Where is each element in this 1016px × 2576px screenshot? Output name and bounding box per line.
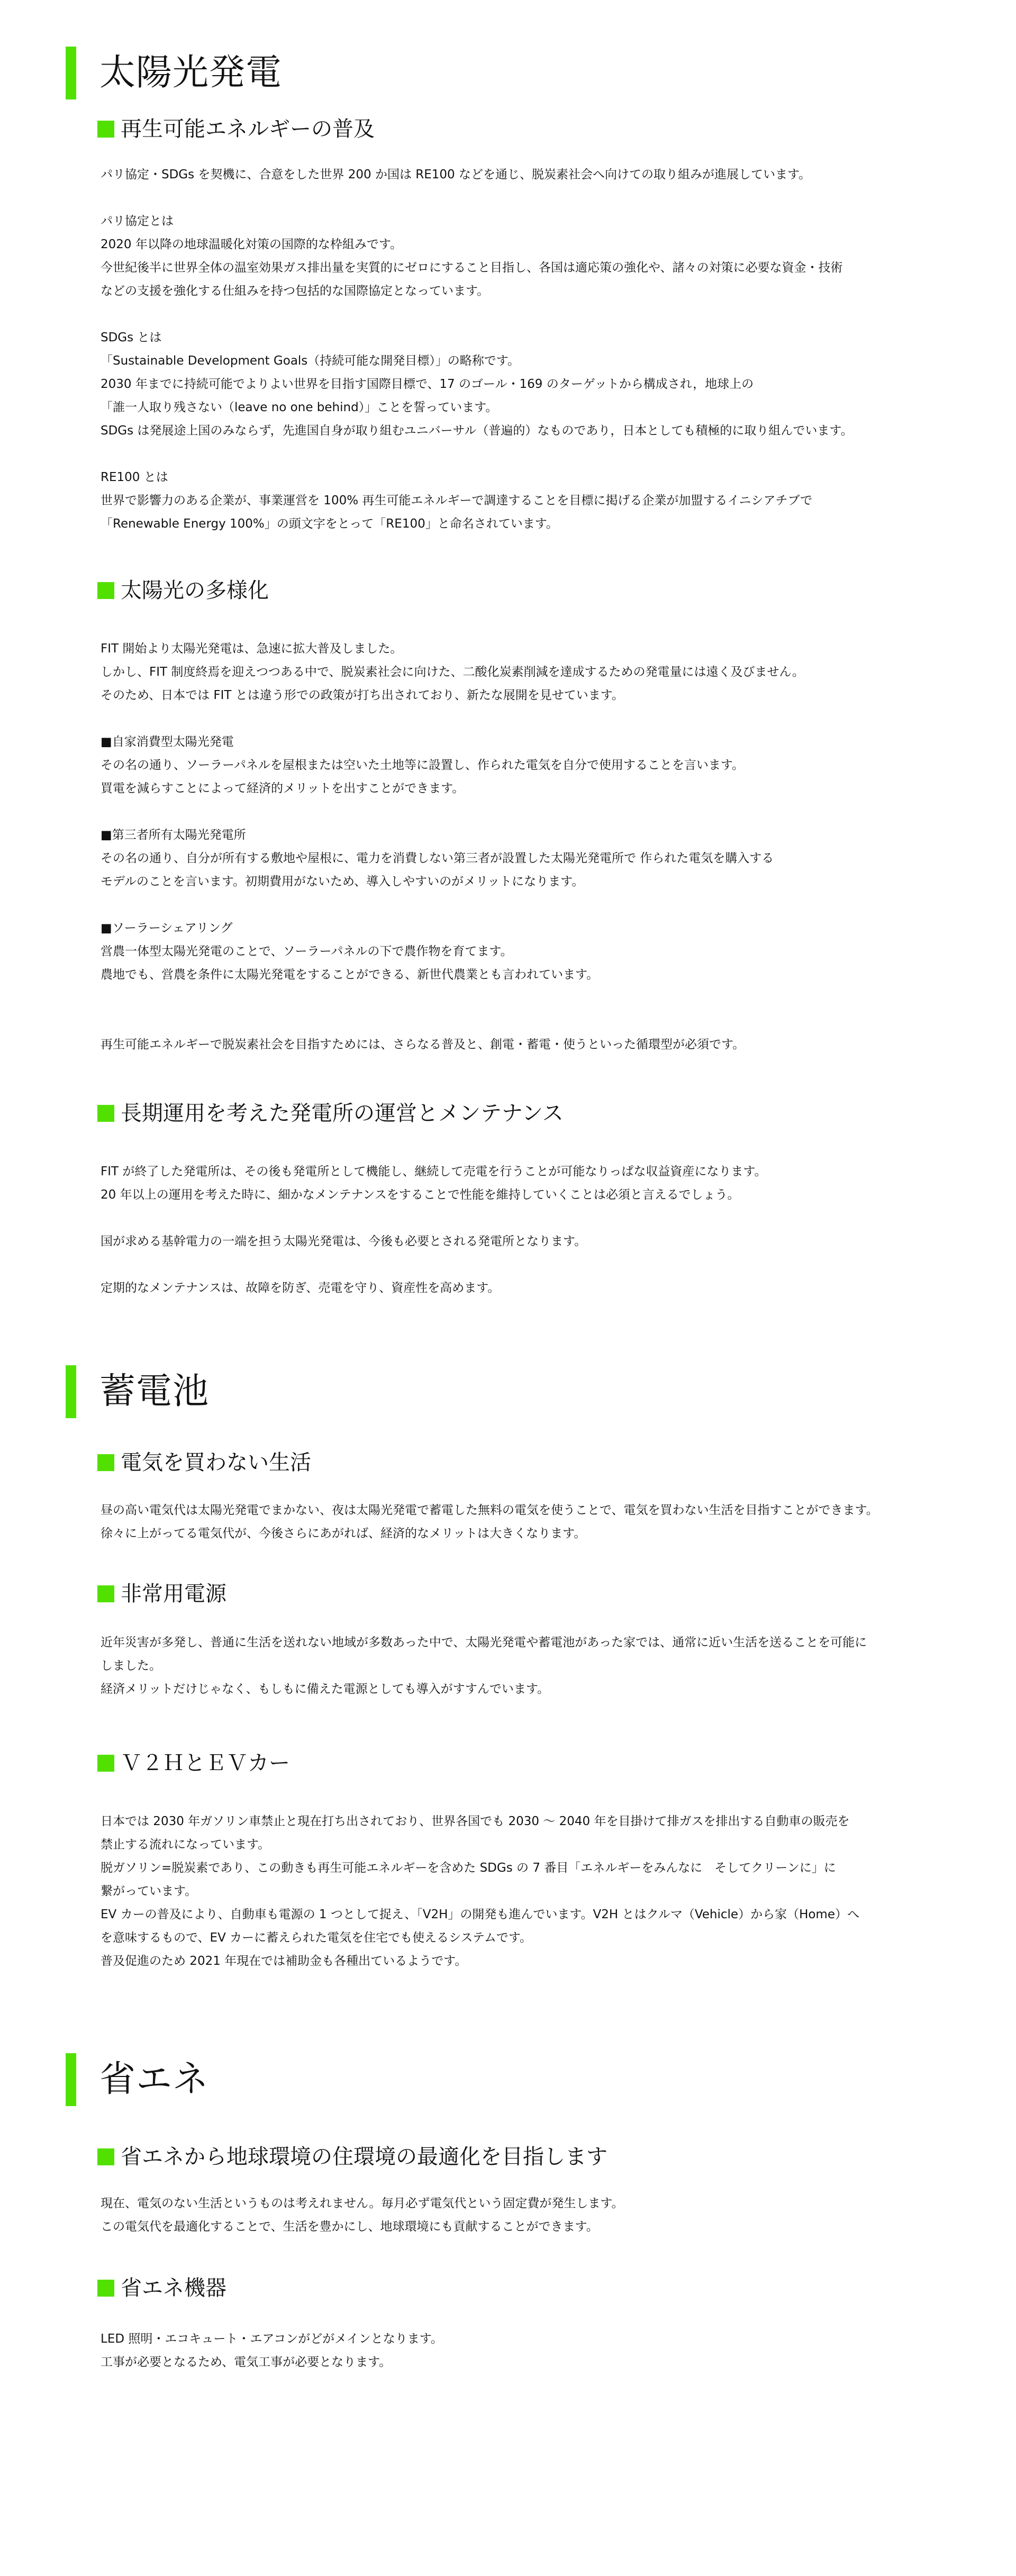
subheading-v2h-ev: [97, 1753, 290, 1774]
section-heading-energy-saving: [66, 2053, 209, 2106]
heading-accent-bar: [66, 1365, 76, 1418]
subheading-marker: [97, 1585, 114, 1602]
subheading-no-buy-electricity: [97, 1452, 311, 1473]
subheading-title: 太陽光の多様化: [121, 578, 269, 603]
subheading-title: 省エネ機器: [121, 2276, 226, 2300]
section-title-energy-saving: 省エネ: [99, 2058, 210, 2100]
subheading-renewable-spread: [97, 119, 375, 140]
paragraph-self-consumption: ■自家消費型太陽光発電 その名の通り、ソーラーパネルを屋根または空いた土地等に設置し、作られた電気を自分で使用することを言います。 買電を減らすことによって経済的メリットを出すことができます。: [101, 735, 745, 795]
paragraph: 国が求める基幹電力の一端を担う太陽光発電は、今後も必要とされる発電所となります。: [101, 1235, 587, 1248]
subheading-maintenance: [97, 1103, 564, 1124]
heading-accent-bar: [66, 47, 76, 99]
subheading-title: 長期運用を考えた発電所の運営とメンテナンス: [121, 1101, 564, 1126]
paragraph-third-party: ■第三者所有太陽光発電所 その名の通り、自分が所有する敷地や屋根に、電力を消費しない第三者が設置した太陽光発電所で 作られた電気を購入する モデルのことを言います。初期費用がないため、導入しやすいのがメリットになります。: [101, 828, 774, 888]
subheading-marker: [97, 2148, 114, 2165]
subheading-title: 省エネから地球環境の住環境の最適化を目指します: [121, 2145, 607, 2169]
section-title-solar: 太陽光発電: [99, 52, 283, 94]
subheading-marker: [97, 1105, 114, 1122]
paragraph: 現在、電気のない生活というものは考えれません。毎月必ず電気代という固定費が発生します。 この電気代を最適化することで、生活を豊かにし、地球環境にも貢献することができます。: [101, 2197, 624, 2234]
paragraph-re100: RE100 とは 世界で影響力のある企業が、事業運営を 100% 再生可能エネルギーで調達することを目標に掲げる企業が加盟するイニシアチブで 「Renewable Energy 100%」の頭文字をとって「RE100」と命名されています。: [101, 470, 813, 531]
paragraph-solar-sharing: ■ソーラーシェアリング 営農一体型太陽光発電のことで、ソーラーパネルの下で農作物を育てます。 農地でも、営農を条件に太陽光発電をすることができる、新世代農業とも言われています。: [101, 921, 599, 982]
subheading-title: Ｖ２ＨとＥＶカー: [121, 1751, 290, 1775]
paragraph-sdgs: SDGs とは 「Sustainable Development Goals（持続可能な開発目標）」の略称です。 2030 年までに持続可能でよりよい世界を目指す国際目標で、17 のゴール・169 のターゲットから構成され，地球上の 「誰一人取り残さない（leave no one behind）」ことを誓っています。 SDGs は発展途上国のみならず，先進国自身が取り組むユニバーサル（普遍的）なものであり，日本としても積極的に取り組んでいます。: [101, 331, 853, 438]
paragraph: FIT 開始より太陽光発電は、急速に拡大普及しました。 しかし、FIT 制度終焉を迎えつつある中で、脱炭素社会に向けた、二酸化炭素削減を達成するための発電量には遠く及びません。 そのため、日本では FIT とは違う形での政策が打ち出されており、新たな展開を見せています。: [101, 642, 804, 702]
section-title-battery: 蓄電池: [99, 1371, 210, 1412]
paragraph: パリ協定・SDGs を契機に、合意をした世界 200 か国は RE100 などを通じ、脱炭素社会へ向けての取り組みが進展しています。: [101, 168, 811, 182]
subheading-equipment: [97, 2278, 226, 2299]
paragraph: 日本では 2030 年ガソリン車禁止と現在打ち出されており、世界各国でも 2030 ～ 2040 年を目掛けて排ガスを排出する自動車の販売を 禁止する流れになっています。 脱ガソリン=脱炭素であり、この動きも再生可能エネルギーを含めた SDGs の 7 番目「エネルギーをみんなに そしてクリーンに」に 繋がっています。 EV カーの普及により、自動車も電源の 1 つとして捉え、「V2H」の開発も進んでいます。V2H とはクルマ（Vehicle）から家（Home）へ を意味するもので、EV カーに蓄えられた電気を住宅でも使えるシステムです。 普及促進のため 2021 年現在では補助金も各種出ているようです。: [101, 1815, 859, 1968]
paragraph: 再生可能エネルギーで脱炭素社会を目指すためには、さらなる普及と、創電・蓄電・使うといった循環型が必須です。: [101, 1038, 745, 1051]
subheading-optimization: [97, 2146, 607, 2167]
paragraph-paris-agreement: パリ協定とは 2020 年以降の地球温暖化対策の国際的な枠組みです。 今世紀後半に世界全体の温室効果ガス排出量を実質的にゼロにすること目指し、各国は適応策の強化や、諸々の対策に必要な資金・技術 などの支援を強化する仕組みを持つ包括的な国際協定となっています。: [101, 214, 843, 298]
paragraph: LED 照明・エコキュート・エアコンがどがメインとなります。 工事が必要となるため、電気工事が必要となります。: [101, 2332, 443, 2369]
subheading-marker: [97, 121, 114, 138]
subheading-title: 再生可能エネルギーの普及: [121, 117, 375, 141]
subheading-title: 非常用電源: [121, 1582, 226, 1606]
section-heading-solar: [66, 47, 282, 99]
subheading-marker: [97, 582, 114, 599]
subheading-title: 電気を買わない生活: [121, 1450, 311, 1475]
subheading-marker: [97, 1454, 114, 1471]
subheading-solar-diversification: [97, 580, 269, 601]
subheading-emergency-power: [97, 1583, 226, 1604]
subheading-marker: [97, 1755, 114, 1772]
paragraph: 昼の高い電気代は太陽光発電でまかない、夜は太陽光発電で蓄電した無料の電気を使うことで、電気を買わない生活を目指すことができます。 徐々に上がってる電気代が、今後さらにあがれば、経済的なメリットは大きくなります。: [101, 1503, 878, 1540]
subheading-marker: [97, 2280, 114, 2297]
section-heading-battery: [66, 1365, 209, 1418]
paragraph: 近年災害が多発し、普通に生活を送れない地域が多数あった中で、太陽光発電や蓄電池があった家では、通常に近い生活を送ることを可能に しました。 経済メリットだけじゃなく、もしもに備えた電源としても導入がすすんでいます。: [101, 1636, 867, 1696]
paragraph: FIT が終了した発電所は、その後も発電所として機能し、継続して売電を行うことが可能なりっぱな収益資産になります。 20 年以上の運用を考えた時に、細かなメンテナンスをすることで性能を維持していくことは必須と言えるでしょう。: [101, 1165, 767, 1202]
heading-accent-bar: [66, 2053, 76, 2106]
paragraph: 定期的なメンテナンスは、故障を防ぎ、売電を守り、資産性を高めます。: [101, 1281, 500, 1295]
